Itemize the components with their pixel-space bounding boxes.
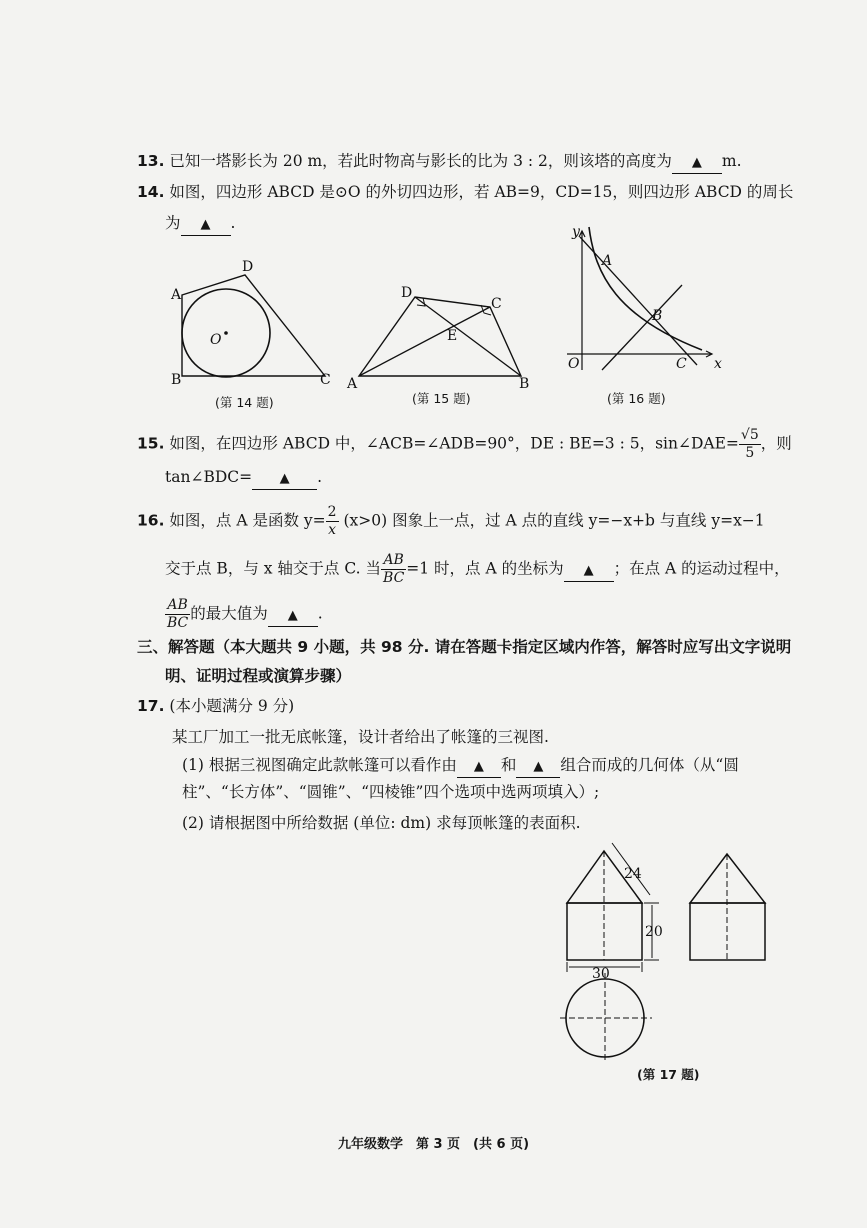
label-E: E xyxy=(447,328,458,344)
question-14-text: 如图，四边形 ABCD 是⊙O 的外切四边形，若 AB=9，CD=15，则四边形 ABCD 的周长 xyxy=(169,183,794,201)
question-17-intro: 某工厂加工一批无底帐篷，设计者给出了帐篷的三视图. xyxy=(172,728,549,746)
answer-blank: ▲ xyxy=(457,757,501,778)
figure-15-diagram xyxy=(345,282,535,392)
question-15-line2: tan∠BDC= ▲ . xyxy=(165,467,322,490)
label-O: O xyxy=(210,332,222,348)
label-A: A xyxy=(602,253,613,269)
label-O: O xyxy=(568,356,580,372)
question-17-score: (本小题满分 9 分) xyxy=(169,697,295,715)
figure-17-three-views xyxy=(555,840,785,1070)
answer-blank: ▲ xyxy=(181,215,231,236)
question-13-text: 已知一塔影长为 20 m，若此时物高与影长的比为 3 : 2，则该塔的高度为 xyxy=(169,152,672,170)
question-17-part2: (2) 请根据图中所给数据 (单位: dm) 求每顶帐篷的表面积. xyxy=(182,814,581,832)
label-B: B xyxy=(519,376,530,392)
figure-17-caption: (第 17 题) xyxy=(637,1067,700,1082)
dim-slant: 24 xyxy=(624,866,642,882)
section-3-heading-cont: 明、证明过程或演算步骤） xyxy=(165,667,352,685)
answer-blank: ▲ xyxy=(564,561,614,582)
section-3-heading: 三、解答题（本大题共 9 小题，共 98 分. 请在答题卡指定区域内作答，解答时应写出文字说明 xyxy=(137,638,792,656)
label-C: C xyxy=(491,296,502,312)
label-D: D xyxy=(242,259,254,275)
fraction-AB-over-BC: $\frac{AB}{BC}$ xyxy=(167,597,189,631)
answer-blank: ▲ xyxy=(268,606,318,627)
dim-width: 30 xyxy=(592,966,610,982)
question-17-part1: (1) 根据三视图确定此款帐篷可以看作由 ▲ 和 ▲ 组合而成的几何体（从“圆 xyxy=(182,755,739,778)
question-13: 13. 已知一塔影长为 20 m，若此时物高与影长的比为 3 : 2，则该塔的高度为 ▲ m. xyxy=(137,151,742,174)
figure-15-caption: (第 15 题) xyxy=(412,391,471,406)
page-footer: 九年级数学 第 3 页 (共 6 页) xyxy=(337,1137,530,1152)
figure-16-diagram xyxy=(562,225,727,375)
label-B: B xyxy=(652,308,663,324)
question-16: 16. 如图，点 A 是函数 y= $\frac{2}{x}$ (x>0) 图象上一点，过 A 点的直线 y=−x+b 与直线 y=x−1 xyxy=(137,504,765,538)
question-17: 17. (本小题满分 9 分) xyxy=(137,697,295,715)
fraction-sqrt5-over-5: $\frac{√5}{5}$ xyxy=(740,427,759,461)
figure-14-diagram xyxy=(160,255,340,395)
label-B: B xyxy=(171,372,182,388)
dim-height: 20 xyxy=(645,924,663,940)
label-A: A xyxy=(347,376,358,392)
label-C: C xyxy=(676,356,687,372)
question-16-line3: $\frac{AB}{BC}$ 的最大值为 ▲ . xyxy=(167,597,323,631)
answer-blank: ▲ xyxy=(516,757,560,778)
question-14-line2: 为 ▲ . xyxy=(165,213,235,236)
question-17-part1-cont: 柱”、“长方体”、“圆锥”、“四棱锥”四个选项中选两项填入）; xyxy=(182,783,600,801)
question-14: 14. 如图，四边形 ABCD 是⊙O 的外切四边形，若 AB=9，CD=15，则四边形 ABCD 的周长 xyxy=(137,183,794,201)
answer-blank: ▲ xyxy=(252,469,317,490)
fraction-2-over-x: $\frac{2}{x}$ xyxy=(327,504,337,538)
question-16-line2: 交于点 B，与 x 轴交于点 C. 当 $\frac{AB}{BC}$ =1 时，点 A 的坐标为 ▲ ；在点 A 的运动过程中， xyxy=(165,552,790,586)
label-C: C xyxy=(320,372,331,388)
label-y: y xyxy=(572,224,580,240)
label-x: x xyxy=(714,356,722,372)
figure-16-caption: (第 16 题) xyxy=(607,391,666,406)
fraction-AB-over-BC: $\frac{AB}{BC}$ xyxy=(383,552,405,586)
figure-14-caption: (第 14 题) xyxy=(215,395,274,410)
answer-blank: ▲ xyxy=(672,153,722,174)
label-D: D xyxy=(401,285,413,301)
question-15: 15. 如图，在四边形 ABCD 中，∠ACB=∠ADB=90°，DE : BE=3 : 5，sin∠DAE= $\frac{√5}{5}$ ，则 xyxy=(137,427,792,461)
label-A: A xyxy=(171,287,182,303)
